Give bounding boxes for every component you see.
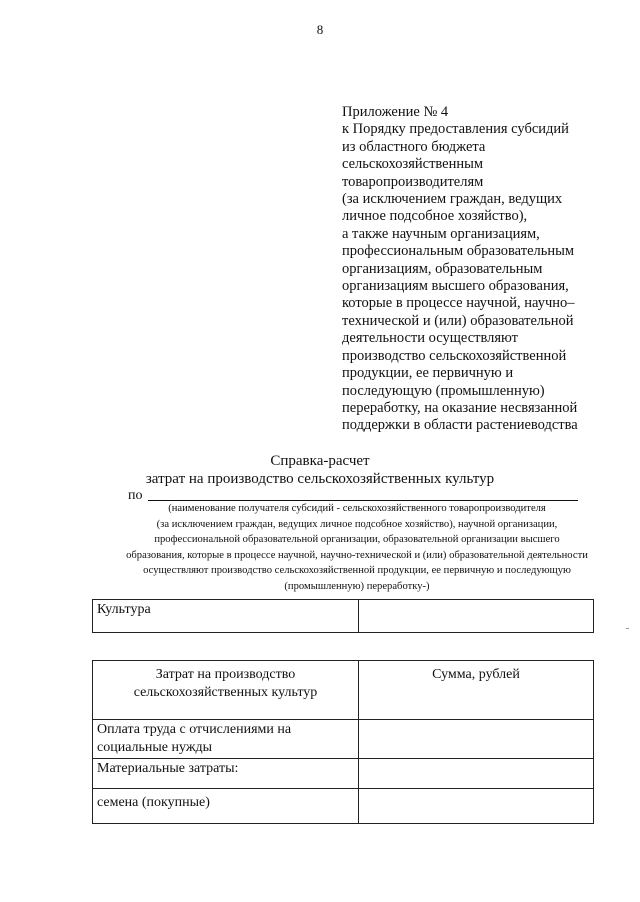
table-row [93,600,594,633]
cost-amount-cell[interactable] [359,789,594,824]
appendix-line: организациям, образовательным [342,260,543,277]
note-line: (за исключением граждан, ведущих личное подсобное хозяйство), научной организации, [156,518,558,530]
appendix-line: продукции, ее первичную и [342,365,514,382]
appendix-line: сельскохозяйственным [342,156,484,173]
costs-table [92,660,594,824]
form-subtitle: затрат на производство сельскохозяйственных культур [145,471,495,487]
table-row [93,720,594,759]
appendix-line: к Порядку предоставления субсидий [342,121,569,138]
form-title-block [0,452,640,488]
culture-table [92,599,594,633]
column-header-costs: Затрат на производство сельскохозяйственных культур [93,661,359,720]
table-row [93,759,594,789]
appendix-line: поддержки в области растениеводства [342,417,578,434]
note-line: осуществляют производство сельскохозяйственной продукции, ее первичную и последующую [143,565,571,576]
appendix-line: переработку, на оказание несвязанной [342,399,578,416]
column-header-amount: Сумма, рублей [359,661,594,720]
table-header-row [93,661,594,720]
appendix-line: товаропроизводителям [342,173,484,190]
form-title: Справка-расчет [270,453,370,469]
table-row [93,789,594,824]
note-line: образования, которые в процессе научной, научно-технической и (или) образовательной деятельности [126,549,588,561]
cost-amount-cell[interactable] [359,720,594,759]
appendix-line: из областного бюджета [342,138,486,155]
by-label: по [128,488,143,503]
culture-value-cell[interactable] [359,600,594,633]
cost-amount-cell[interactable] [359,759,594,789]
appendix-line: технической и (или) образовательной [342,312,574,329]
appendix-line: деятельности осуществляют [342,330,519,347]
note-line: (промышленную) переработку-) [284,580,430,592]
culture-label: Культура [93,600,359,633]
scan-mark [626,628,629,629]
page-number: 8 [316,22,324,37]
note-line: (наименование получателя субсидий - сельскохозяйственного товаропроизводителя [168,503,546,514]
appendix-line: производство сельскохозяйственной [342,347,567,364]
cost-item-name: Материальные затраты: [93,759,359,789]
cost-item-name: Оплата труда с отчислениями на социальные нужды [93,720,359,759]
appendix-line: последующую (промышленную) [342,382,545,399]
cost-item-name: семена (покупные) [93,789,359,824]
appendix-line: Приложение № 4 [342,104,449,120]
note-line: профессиональной образовательной организации, образовательной организации высшего [154,534,560,545]
appendix-line: которые в процессе научной, научно– [342,295,575,312]
appendix-block [342,104,632,435]
appendix-line: а также научным организациям, [342,225,540,242]
appendix-line: (за исключением граждан, ведущих [342,191,563,208]
appendix-line: организациям высшего образования, [342,278,569,295]
recipient-note [92,501,622,594]
appendix-line: профессиональным образовательным [342,243,575,260]
appendix-line: личное подсобное хозяйство), [342,208,528,225]
